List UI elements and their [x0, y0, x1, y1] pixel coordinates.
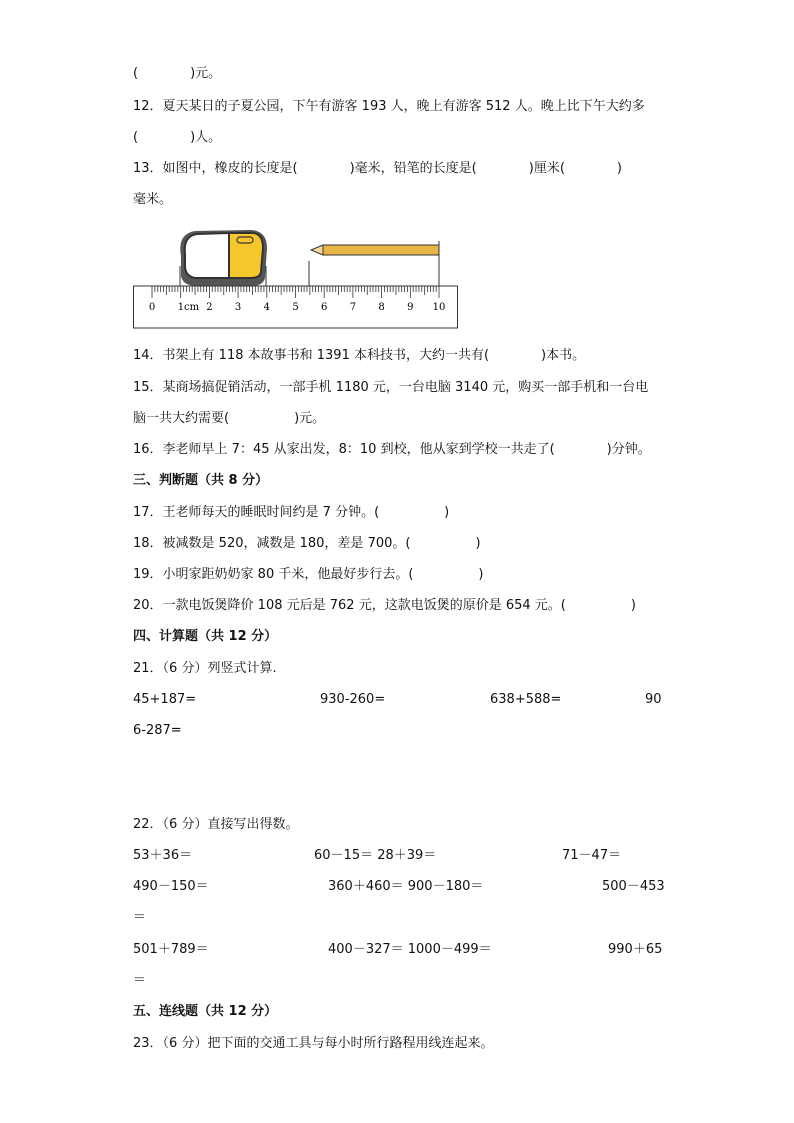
calc-22-9-part2: ＝	[133, 973, 147, 988]
question-21: 21．（6 分）列竖式计算.	[133, 661, 277, 676]
calc-22-9-part1: 990＋65	[608, 942, 663, 957]
calc-22-4: 490－150＝	[133, 879, 209, 894]
line-11b: ( )元。	[133, 66, 222, 81]
ruler-number: 5	[292, 302, 299, 313]
ruler-number: 2	[206, 302, 213, 313]
calc-22-5: 360＋460＝ 900－180＝	[328, 879, 484, 894]
calc-21-1: 45+187=	[133, 692, 197, 707]
question-12-line-2: ( )人。	[133, 130, 222, 145]
question-15-line-1: 15．某商场搞促销活动，一部手机 1180 元，一台电脑 3140 元，购买一部手机和一台电	[133, 380, 649, 395]
ruler-number: 9	[407, 302, 414, 313]
ruler-number: 6	[321, 302, 328, 313]
pencil-image	[309, 241, 439, 288]
question-17: 17．王老师每天的睡眠时间约是 7 分钟。( )	[133, 505, 450, 520]
calc-22-6-part1: 500－453	[602, 879, 665, 894]
question-18: 18．被减数是 520，减数是 180，差是 700。( )	[133, 536, 481, 551]
pencil-tip	[311, 245, 323, 255]
question-16: 16．李老师早上 7：45 从家出发，8：10 到校，他从家到学校一共走了( )分钟。	[133, 442, 651, 457]
calc-21-3: 638+588=	[490, 692, 562, 707]
calc-22-2: 60－15＝ 28＋39＝	[314, 848, 437, 863]
calc-22-3: 71－47＝	[562, 848, 622, 863]
calc-21-4-part2: 6-287=	[133, 723, 182, 738]
eraser-yellow-part	[229, 233, 263, 278]
calc-21-4-part1: 90	[645, 692, 662, 707]
ruler-number: 4	[263, 302, 270, 313]
ruler-illustration	[133, 226, 458, 330]
calc-22-8: 400－327＝ 1000－499＝	[328, 942, 492, 957]
calc-22-6-part2: ＝	[133, 910, 147, 925]
question-20: 20．一款电饭煲降价 108 元后是 762 元，这款电饭煲的原价是 654 元。( )	[133, 598, 636, 613]
section-3-heading: 三、判断题（共 8 分）	[133, 473, 269, 488]
question-13-line-2: 毫米。	[133, 192, 173, 207]
ruler-number: 3	[234, 302, 242, 313]
ruler-number: 0	[148, 302, 156, 313]
question-19: 19．小明家距奶奶家 80 千米，他最好步行去。( )	[133, 567, 484, 582]
calc-22-1: 53＋36＝	[133, 848, 193, 863]
question-23: 23．（6 分）把下面的交通工具与每小时所行路程用线连起来。	[133, 1036, 494, 1051]
ruler-figure	[133, 226, 458, 330]
section-5-heading: 五、连线题（共 12 分）	[133, 1004, 278, 1019]
ruler-number: 10	[432, 302, 446, 313]
calc-22-7: 501＋789＝	[133, 942, 209, 957]
question-22: 22．（6 分）直接写出得数。	[133, 817, 299, 832]
section-4-heading: 四、计算题（共 12 分）	[133, 629, 278, 644]
question-13-line-1: 13．如图中，橡皮的长度是( )毫米，铅笔的长度是( )厘米( )	[133, 161, 622, 176]
ruler-number: 7	[349, 302, 357, 313]
ruler-number: 8	[378, 302, 385, 313]
eraser-image	[180, 230, 267, 288]
eraser-white-part	[185, 233, 229, 278]
question-15-line-2: 脑一共大约需要( )元。	[133, 411, 326, 426]
question-12-line-1: 12．夏天某日的子夏公园，下午有游客 193 人，晚上有游客 512 人。晚上比下午大约多	[133, 99, 645, 114]
ruler-number: 1cm	[177, 302, 200, 313]
calc-21-2: 930-260=	[320, 692, 386, 707]
pencil-body	[323, 245, 439, 255]
question-14: 14．书架上有 118 本故事书和 1391 本科技书，大约一共有( )本书。	[133, 348, 586, 363]
